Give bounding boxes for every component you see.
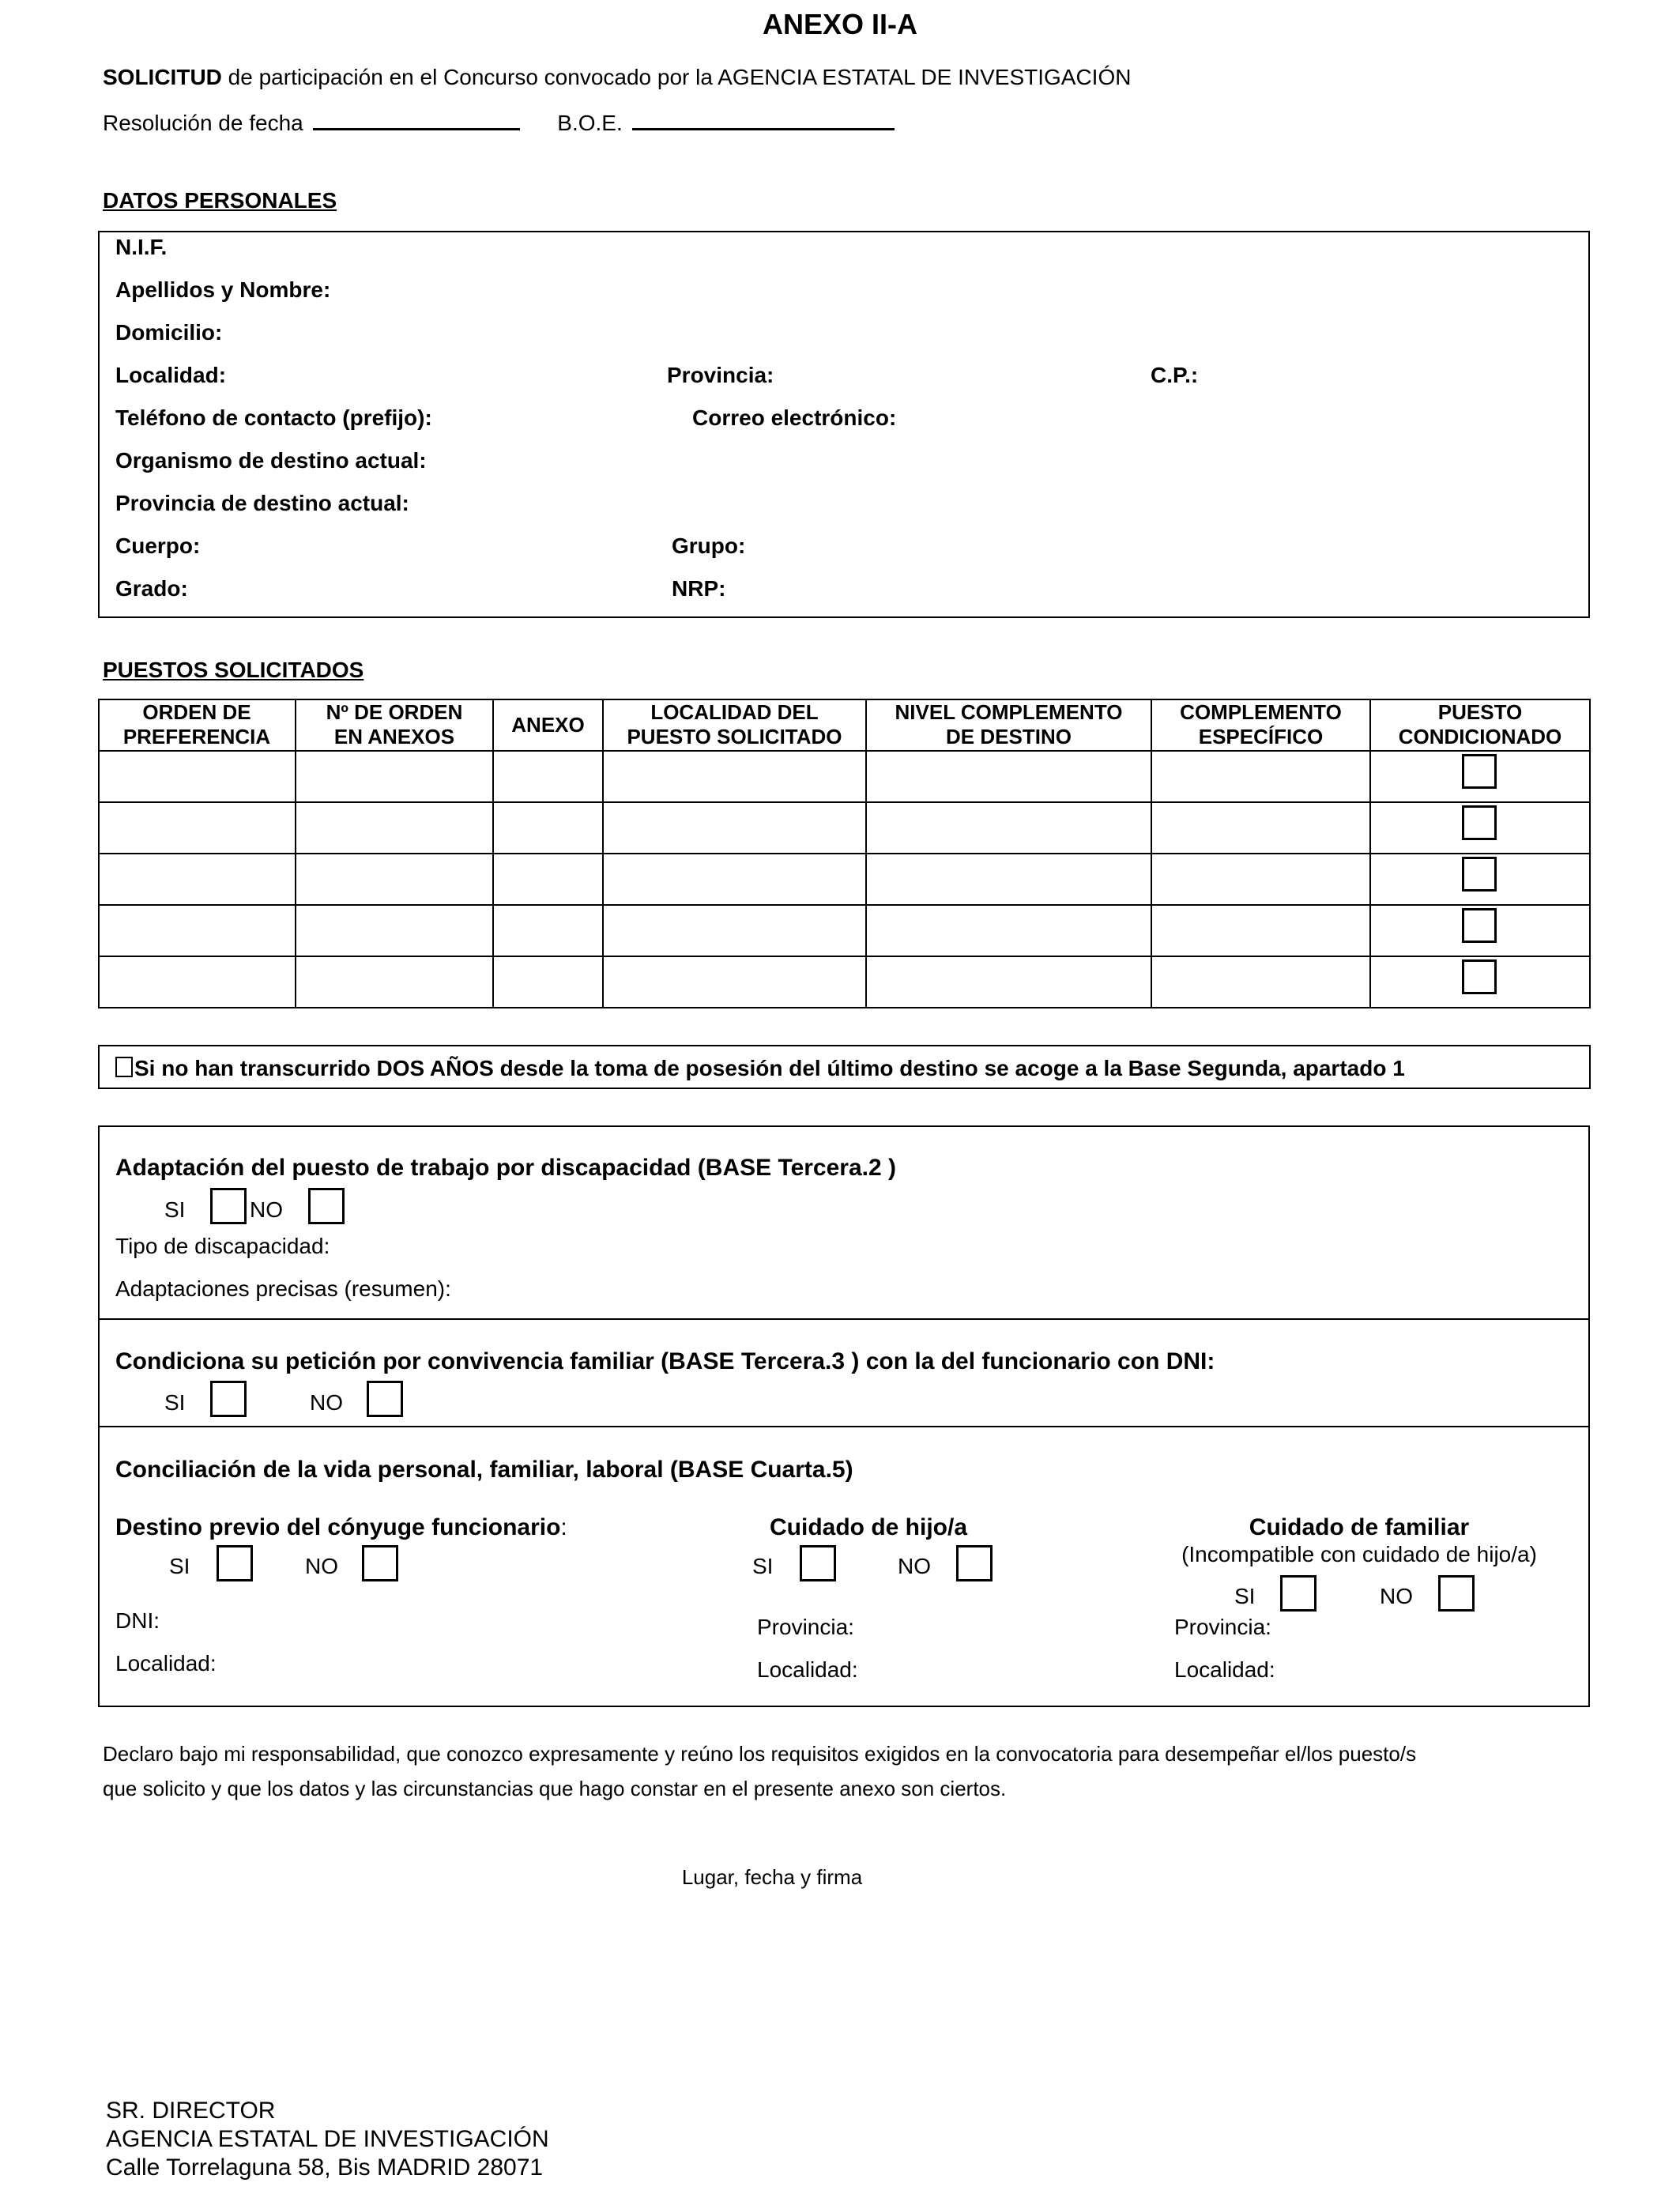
declaracion-line-2: que solicito y que los datos y las circunstancias que hago constar en el presente anexo son ciertos.	[103, 1777, 1007, 1800]
familiar-si-label: SI	[1234, 1584, 1256, 1608]
datos-personales-heading: DATOS PERSONALES	[103, 188, 337, 213]
conyuge-colon: :	[560, 1514, 567, 1540]
hijo-si-label: SI	[752, 1554, 774, 1578]
conyuge-heading	[115, 1514, 567, 1541]
grado-label: Grado:	[115, 576, 188, 601]
table-row-divider	[98, 904, 1591, 906]
conyuge-no-label: NO	[305, 1554, 338, 1578]
col-header-orden-preferencia: ORDEN DE PREFERENCIA	[122, 700, 271, 748]
telefono-label: Teléfono de contacto (prefijo):	[115, 405, 432, 430]
localidad-label: Localidad:	[115, 363, 227, 387]
destinatario-line-1: SR. DIRECTOR	[106, 2098, 276, 2124]
boe-field[interactable]	[632, 107, 895, 130]
col-header-puesto-condicionado: PUESTO CONDICIONADO	[1398, 700, 1562, 748]
adaptacion-si-checkbox[interactable]	[210, 1188, 247, 1224]
col-header-anexo: ANEXO	[511, 712, 585, 737]
grupo-label: Grupo:	[672, 533, 746, 558]
dos-anos-bold: DOS AÑOS	[376, 1056, 494, 1080]
solicitud-text: de participación en el Concurso convocado por la AGENCIA ESTATAL DE INVESTIGACIÓN	[221, 65, 1132, 89]
familiar-no-checkbox[interactable]	[1438, 1575, 1475, 1612]
hijo-heading: Cuidado de hijo/a	[770, 1514, 968, 1540]
page-title: ANEXO II-A	[762, 8, 917, 40]
hijo-si-checkbox[interactable]	[800, 1545, 836, 1581]
conyuge-no-checkbox[interactable]	[362, 1545, 398, 1581]
puestos-heading: PUESTOS SOLICITADOS	[103, 658, 364, 682]
col-header-localidad: LOCALIDAD DEL PUESTO SOLICITADO	[627, 700, 842, 748]
dos-anos-post: desde la toma de posesión del último destino se acoge a la Base Segunda, apartado 1	[493, 1056, 1405, 1080]
provincia-destino-label: Provincia de destino actual:	[115, 491, 409, 515]
table-row-divider	[98, 956, 1591, 957]
hijo-provincia-label: Provincia:	[757, 1615, 854, 1639]
conyuge-localidad-label: Localidad:	[115, 1651, 217, 1676]
hijo-no-label: NO	[898, 1554, 931, 1578]
condiciona-heading: Condiciona su petición por convivencia familiar (BASE Tercera.3 ) con la del funcionario con DNI:	[115, 1348, 1215, 1374]
provincia-label: Provincia:	[667, 363, 774, 387]
conyuge-si-label: SI	[169, 1554, 190, 1578]
cp-label: C.P.:	[1151, 363, 1199, 387]
resolucion-label: Resolución de fecha	[103, 111, 303, 135]
conciliacion-heading: Conciliación de la vida personal, familiar, laboral (BASE Cuarta.5)	[115, 1457, 853, 1483]
puesto-condicionado-checkbox[interactable]	[1462, 857, 1497, 892]
condiciona-si-label: SI	[164, 1390, 186, 1415]
apellidos-label: Apellidos y Nombre:	[115, 277, 331, 302]
destinatario-line-2: AGENCIA ESTATAL DE INVESTIGACIÓN	[106, 2126, 549, 2152]
dos-anos-text	[134, 1056, 1405, 1081]
nrp-label: NRP:	[672, 576, 726, 601]
boe-label: B.O.E.	[557, 111, 623, 135]
familiar-si-checkbox[interactable]	[1280, 1575, 1317, 1612]
condiciona-no-checkbox[interactable]	[367, 1381, 403, 1417]
solicitud-line	[103, 65, 1131, 90]
correo-label: Correo electrónico:	[692, 405, 897, 430]
familiar-provincia-label: Provincia:	[1174, 1615, 1271, 1639]
col-header-num-orden: Nº DE ORDEN EN ANEXOS	[326, 700, 463, 748]
adaptacion-no-checkbox[interactable]	[308, 1188, 345, 1224]
section-divider	[98, 1318, 1590, 1320]
firma-label: Lugar, fecha y firma	[681, 1865, 863, 1889]
condiciona-si-checkbox[interactable]	[210, 1381, 247, 1417]
col-header-nivel-complemento: NIVEL COMPLEMENTO DE DESTINO	[895, 700, 1123, 748]
resolucion-line	[103, 107, 895, 136]
adaptacion-heading: Adaptación del puesto de trabajo por discapacidad (BASE Tercera.2 )	[115, 1155, 897, 1181]
adaptacion-no-label: NO	[250, 1197, 283, 1222]
destinatario-line-3: Calle Torrelaguna 58, Bis MADRID 28071	[106, 2154, 544, 2181]
solicitud-label: SOLICITUD	[103, 65, 222, 89]
conyuge-dni-label: DNI:	[115, 1608, 160, 1633]
dos-anos-pre: Si no han transcurrido	[134, 1056, 377, 1080]
familiar-no-label: NO	[1380, 1584, 1413, 1608]
hijo-localidad-label: Localidad:	[757, 1657, 858, 1682]
conyuge-si-checkbox[interactable]	[217, 1545, 253, 1581]
familiar-heading: Cuidado de familiar	[1249, 1514, 1470, 1540]
table-row-divider	[98, 801, 1591, 803]
section-divider	[98, 1426, 1590, 1427]
condiciona-no-label: NO	[310, 1390, 343, 1415]
hijo-no-checkbox[interactable]	[956, 1545, 993, 1581]
adaptacion-si-label: SI	[164, 1197, 186, 1222]
declaracion-line-1: Declaro bajo mi responsabilidad, que conozco expresamente y reúno los requisitos exigidos en la convocatoria para desempeñar el/los puesto/s	[103, 1742, 1417, 1766]
familiar-note: (Incompatible con cuidado de hijo/a)	[1181, 1542, 1537, 1566]
organismo-label: Organismo de destino actual:	[115, 448, 427, 473]
puesto-condicionado-checkbox[interactable]	[1462, 908, 1497, 943]
puesto-condicionado-checkbox[interactable]	[1462, 805, 1497, 840]
resolucion-date-field[interactable]	[313, 107, 520, 130]
tipo-discapacidad-label: Tipo de discapacidad:	[115, 1234, 330, 1258]
cuerpo-label: Cuerpo:	[115, 533, 201, 558]
domicilio-label: Domicilio:	[115, 320, 223, 345]
familiar-localidad-label: Localidad:	[1174, 1657, 1275, 1682]
table-row-divider	[98, 853, 1591, 854]
nif-label: N.I.F.	[115, 235, 168, 259]
adaptaciones-label: Adaptaciones precisas (resumen):	[115, 1276, 451, 1301]
col-header-complemento-especifico: COMPLEMENTO ESPECÍFICO	[1180, 700, 1342, 748]
dos-anos-checkbox[interactable]	[115, 1057, 133, 1077]
conyuge-label: Destino previo del cónyuge funcionario	[115, 1514, 561, 1540]
puesto-condicionado-checkbox[interactable]	[1462, 754, 1497, 789]
puesto-condicionado-checkbox[interactable]	[1462, 959, 1497, 994]
